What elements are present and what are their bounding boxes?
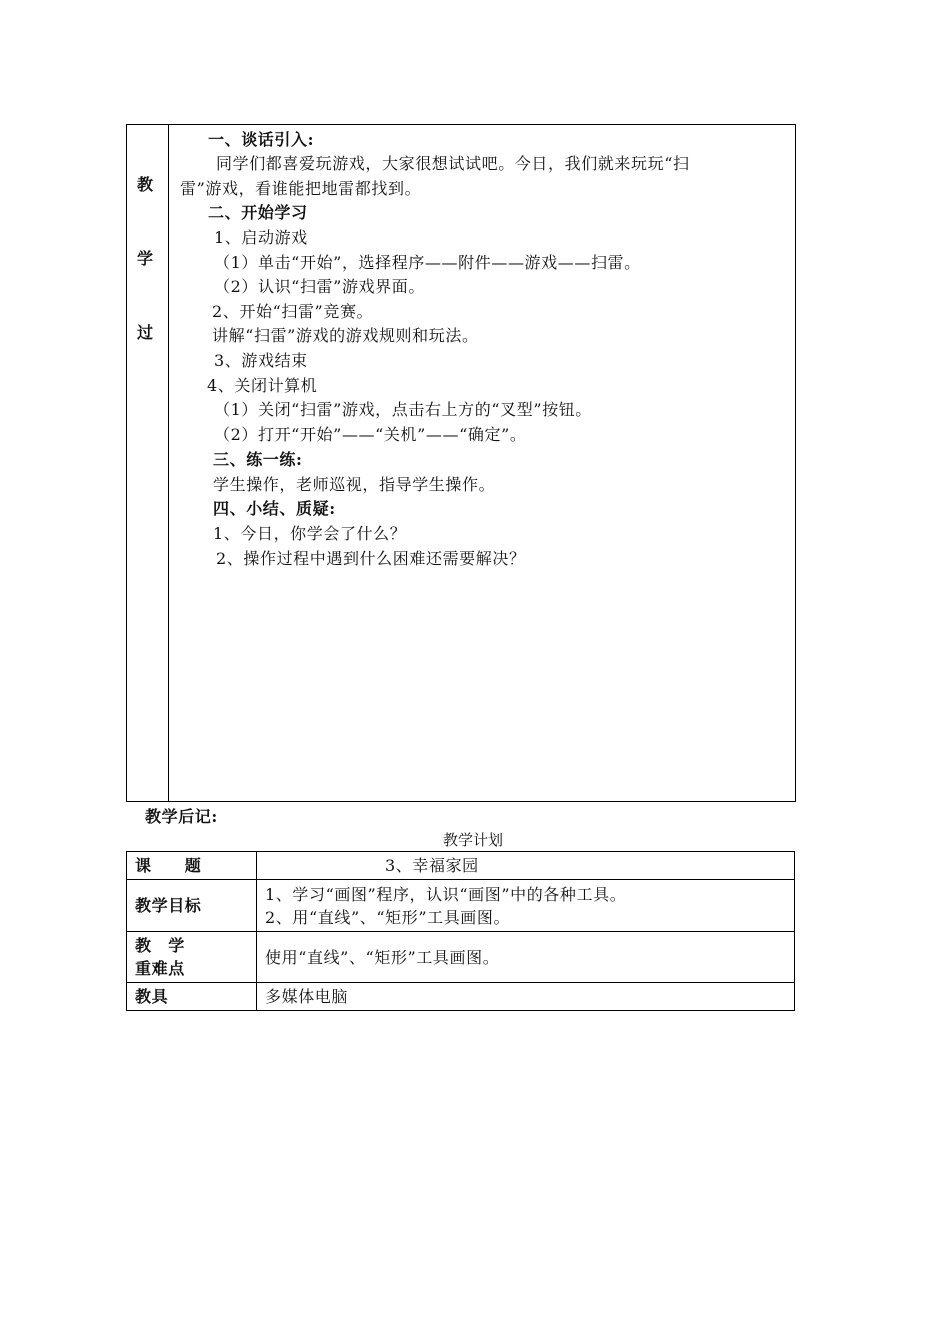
start-game-step: 1、启动游戏 bbox=[214, 228, 308, 247]
goal-line-1: 1、学习“画图”程序，认识“画图”中的各种工具。 bbox=[265, 884, 627, 904]
shutdown-substep-2: （2）打开“开始”——“关机”——“确定”。 bbox=[214, 425, 527, 444]
table-row-tools bbox=[127, 983, 795, 1011]
goal-label: 教学目标 bbox=[127, 880, 257, 932]
start-game-substep-2: （2）认识“扫雷”游戏界面。 bbox=[214, 277, 425, 296]
teaching-plan-table bbox=[126, 851, 795, 1011]
topic-value bbox=[257, 852, 795, 880]
practice-heading: 三、练一练: bbox=[213, 450, 303, 469]
side-label-char-1: 教 bbox=[137, 175, 154, 194]
intro-heading: 一、谈话引入: bbox=[208, 130, 315, 149]
goal-value bbox=[257, 880, 795, 932]
summary-question-1: 1、今日，你学会了什么？ bbox=[213, 524, 407, 543]
intro-line-2: 雷”游戏，看谁能把地雷都找到。 bbox=[180, 179, 422, 198]
after-notes-label: 教学后记: bbox=[145, 807, 218, 826]
table-row-key-points bbox=[127, 932, 795, 983]
shutdown-substep-1: （1）关闭“扫雷”游戏，点击右上方的“叉型”按钮。 bbox=[214, 400, 592, 419]
table-row-goals bbox=[127, 880, 795, 932]
tools-value: 多媒体电脑 bbox=[257, 983, 795, 1011]
summary-question-2: 2、操作过程中遇到什么困难还需要解决？ bbox=[216, 549, 526, 568]
contest-step: 2、开始“扫雷”竞赛。 bbox=[212, 302, 374, 321]
shutdown-step: 4、关闭计算机 bbox=[207, 376, 318, 395]
topic-value-text: 3、幸福家园 bbox=[385, 856, 479, 875]
table-row-topic bbox=[127, 852, 795, 880]
practice-text: 学生操作，老师巡视，指导学生操作。 bbox=[213, 475, 496, 494]
game-end-step: 3、游戏结束 bbox=[214, 351, 308, 370]
study-heading: 二、开始学习 bbox=[208, 203, 308, 222]
process-column-divider bbox=[168, 124, 169, 802]
key-points-label bbox=[127, 932, 257, 983]
key-points-label-line-2: 重难点 bbox=[135, 959, 185, 978]
plan-title: 教学计划 bbox=[443, 831, 504, 849]
side-label-char-2: 学 bbox=[137, 249, 154, 268]
intro-line-1: 同学们都喜爱玩游戏，大家很想试试吧。今日，我们就来玩玩“扫 bbox=[216, 154, 690, 173]
tools-label: 教具 bbox=[127, 983, 257, 1011]
rules-explanation: 讲解“扫雷”游戏的游戏规则和玩法。 bbox=[212, 326, 479, 345]
summary-heading: 四、小结、质疑: bbox=[213, 499, 336, 518]
side-label-char-3: 过 bbox=[137, 323, 154, 342]
goal-line-2: 2、用“直线”、“矩形”工具画图。 bbox=[265, 907, 511, 927]
key-points-label-line-1: 教 学 bbox=[135, 936, 185, 955]
key-points-value: 使用“直线”、“矩形”工具画图。 bbox=[257, 932, 795, 983]
start-game-substep-1: （1）单击“开始”，选择程序——附件——游戏——扫雷。 bbox=[214, 253, 641, 272]
topic-label: 课 题 bbox=[127, 852, 257, 880]
